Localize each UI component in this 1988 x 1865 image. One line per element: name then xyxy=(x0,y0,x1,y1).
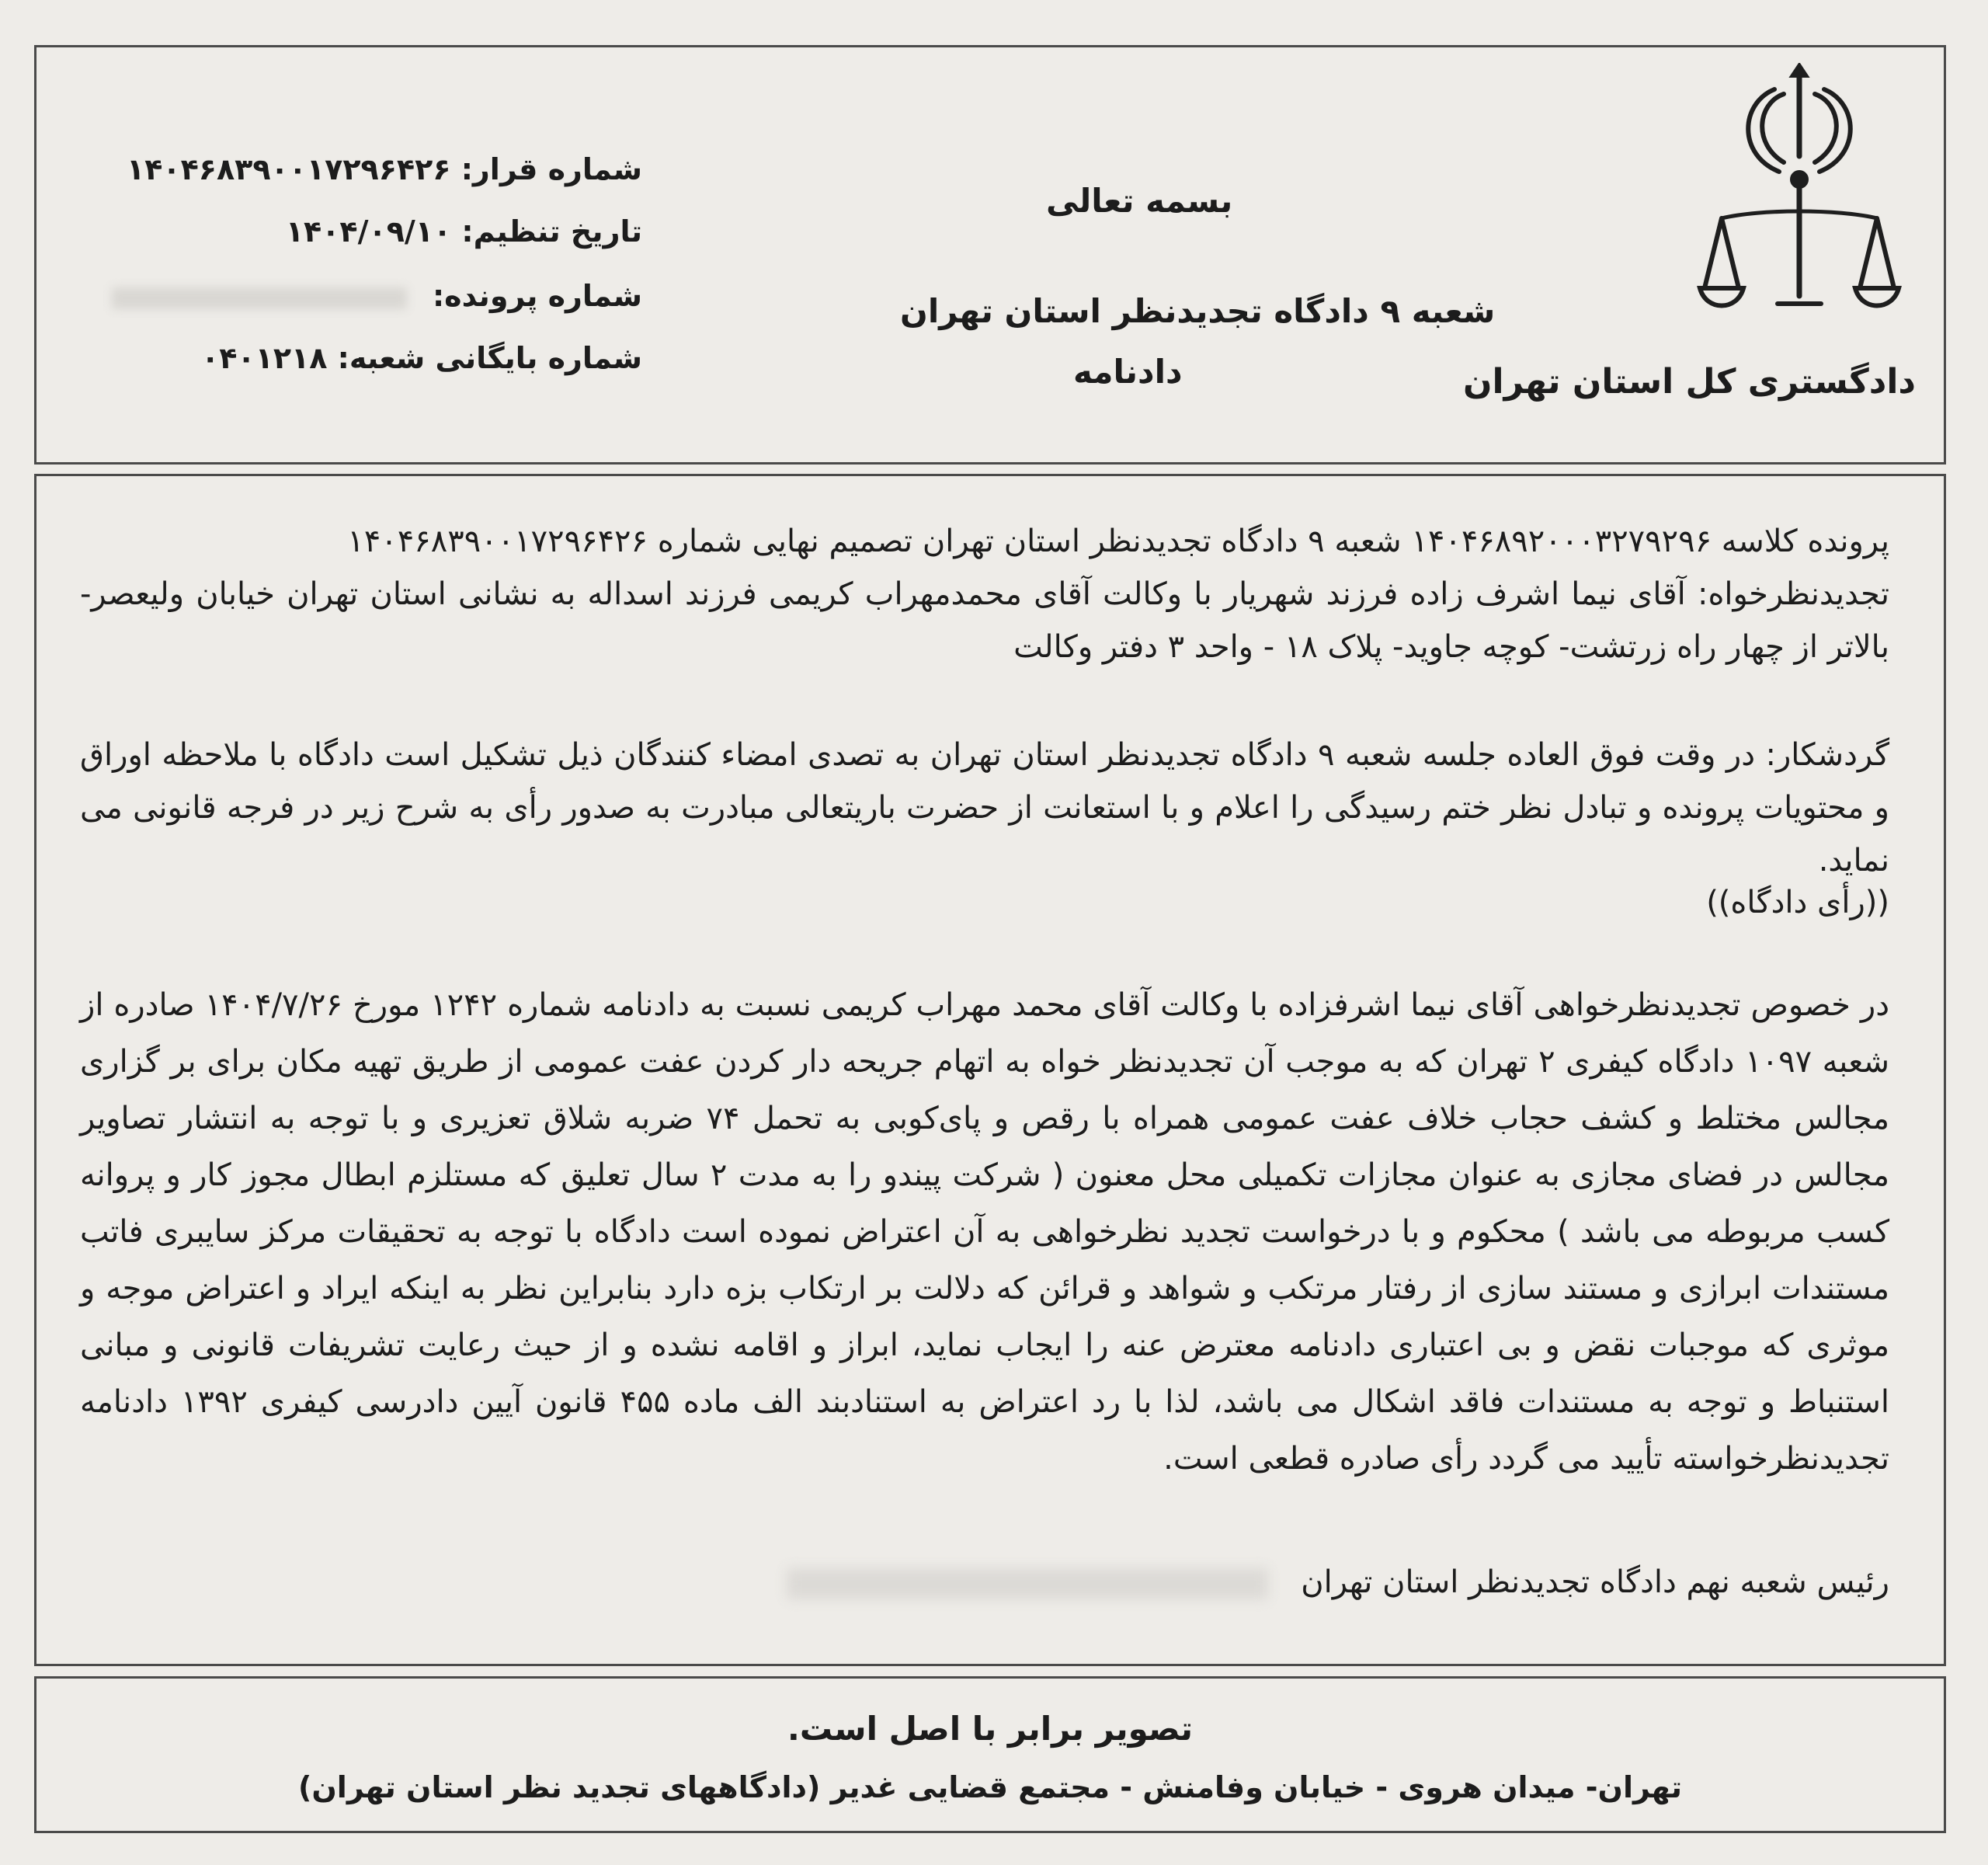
basmala: بسمه تعالی xyxy=(1046,182,1233,220)
issue-date-value: ۱۴۰۴/۰۹/۱۰ xyxy=(285,214,452,249)
body-box xyxy=(34,474,1946,1666)
header-box xyxy=(34,45,1946,465)
signature-line xyxy=(80,1556,1889,1609)
case-number: شماره پرونده: xyxy=(114,279,642,313)
doc-type: دادنامه xyxy=(1073,353,1183,391)
archive-number-value: ۰۴۰۱۲۱۸ xyxy=(201,341,328,375)
archive-number: شماره بایگانی شعبه: ۰۴۰۱۲۱۸ xyxy=(201,341,642,375)
decision-number: شماره قرار: ۱۴۰۴۶۸۳۹۰۰۱۷۲۹۶۴۲۶ xyxy=(127,152,642,186)
court-address: تهران- میدان هروی - خیابان وفامنش - مجتمع قضایی غدیر (دادگاههای تجدید نظر استان تهران) xyxy=(298,1770,1682,1804)
org-name: دادگستری کل استان تهران xyxy=(1462,362,1916,402)
redacted-case-number xyxy=(112,287,407,309)
certified-copy-note: تصویر برابر با اصل است. xyxy=(787,1710,1194,1748)
appellant-paragraph: تجدیدنظرخواه: آقای نیما اشرف زاده فرزند شهریار با وکالت آقای محمدمهراب کریمی فرزند اسداله به نشانی استان تهران خیابان ولیعصر- بالاتر از چهار راه زرتشت- کوچه جاوید- پلاک ۱۸ - واحد ۳ دفتر وکالت xyxy=(80,576,1889,665)
issue-date: تاریخ تنظیم: ۱۴۰۴/۰۹/۱۰ xyxy=(285,214,642,249)
iran-emblem-icon xyxy=(1683,63,1916,327)
branch-title: شعبه ۹ دادگاه تجدیدنظر استان تهران xyxy=(900,292,1496,330)
case-class-line: پرونده کلاسه ۱۴۰۴۶۸۹۲۰۰۰۳۲۷۹۲۹۶ شعبه ۹ دادگاه تجدیدنظر استان تهران تصمیم نهایی شماره ۱۴۰۴۶۸۳۹۰۰۱۷۲۹۶۴۲۶ xyxy=(347,524,1889,559)
signature-title: رئیس شعبه نهم دادگاه تجدیدنظر استان تهران xyxy=(1301,1564,1889,1600)
footer-box xyxy=(34,1676,1946,1833)
verdict-paragraph: در خصوص تجدیدنظرخواهی آقای نیما اشرفزاده با وکالت آقای محمد مهراب کریمی نسبت به دادنامه شماره ۱۲۴۲ مورخ ۱۴۰۴/۷/۲۶ صادره از شعبه ۱۰۹۷ دادگاه کیفری ۲ تهران که به موجب آن تجدیدنظر خواه به اتهام جریحه دار کردن عفت عمومی از طریق تهیه مکان برای بر گزاری مجالس مختلط و کشف حجاب خلاف عفت عمومی همراه با رقص و پای‌کوبی به تحمل ۷۴ ضربه شلاق تعزیری و با توجه به انتشار تصاویر مجالس در فضای مجازی به عنوان مجازات تکمیلی محل معنون ( شرکت پیندو را به مدت ۲ سال تعلیق که مستلزم ابطال مجوز کار و پروانه کسب مربوطه می باشد ) محکوم و با درخواست تجدید نظرخواهی به آن اعتراض نموده است دادگاه با توجه به تحقیقات مرکز سایبری فاتب مستندات ابرازی و مستند سازی از رفتار مرتکب و شواهد و قرائن که دلالت بر ارتکاب بزه دارد بنابراین نظر به اینکه ایراد و اعتراض موجه و موثری که موجبات نقض و بی اعتباری دادنامه معترض عنه را ایجاب نماید، ابراز و اقامه نشده و از حیث رعایت تشریفات قانونی و مبانی استنباط و توجه به مستندات فاقد اشکال می باشد، لذا با رد اعتراض به استنادبند الف ماده ۴۵۵ قانون آیین دادرسی کیفری ۱۳۹۲ دادنامه تجدیدنظرخواسته تأیید می گردد رأی صادره قطعی است. xyxy=(80,987,1890,1477)
procedure-paragraph: گردشکار: در وقت فوق العاده جلسه شعبه ۹ دادگاه تجدیدنظر استان تهران به تصدی امضاء کنندگان ذیل تشکیل است دادگاه با ملاحظه اوراق و محتویات پرونده و تبادل نظر ختم رسیدگی را اعلام و با استعانت از حضرت باریتعالی مبادرت به صدور رأی به شرح زیر در فرجه قانونی می نماید. xyxy=(80,737,1889,879)
decision-number-value: ۱۴۰۴۶۸۳۹۰۰۱۷۲۹۶۴۲۶ xyxy=(127,152,451,186)
redacted-signature xyxy=(787,1568,1268,1599)
verdict-heading: ((رأی دادگاه)) xyxy=(1706,885,1889,920)
